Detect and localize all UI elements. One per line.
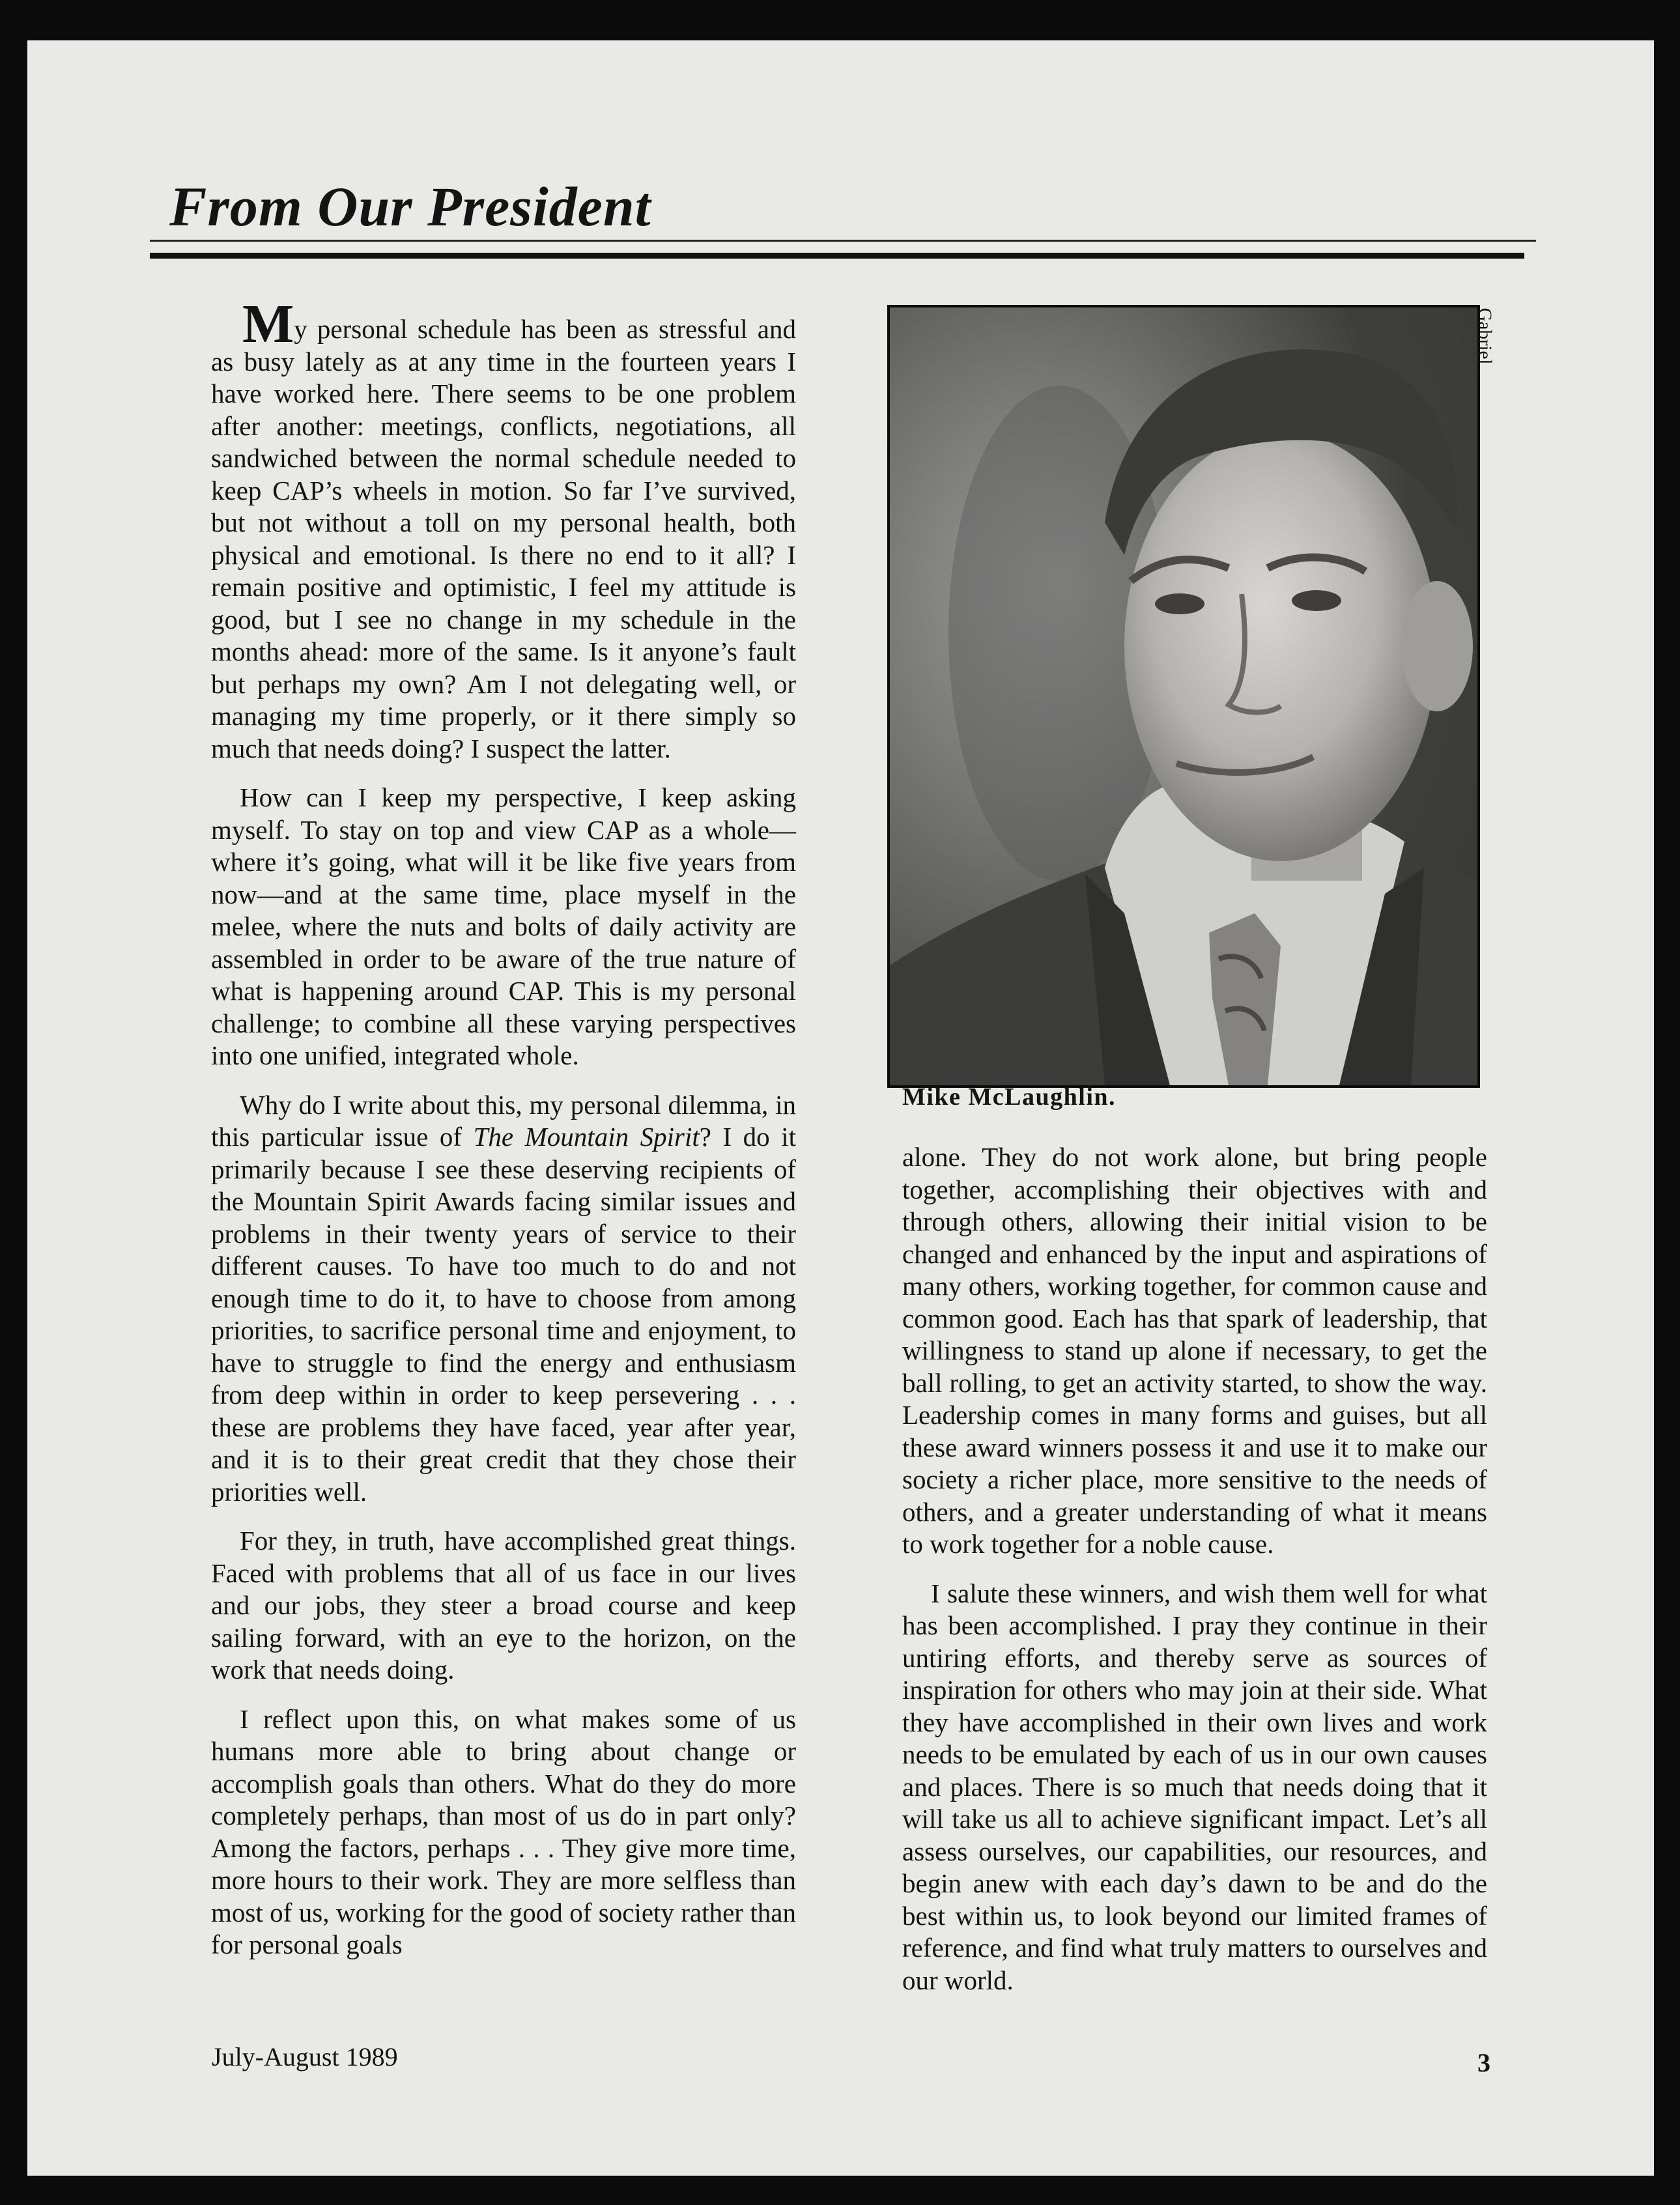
paragraph-6: alone. They do not work alone, but bring people together, accomplishing their objectives with and through others, allowing their initial vision to be changed and enhanced by the input and aspirations of many others, working together, for common cause and common good. Each has that spark of leadership, that willingness to stand up alone if necessary, to get the ball rolling, to get an activity started, to show the way. Leadership comes in many forms and guises, but all these award winners possess it and use it to make our society a richer place, more sensitive to the needs of others, and a greater understanding of what it means to work together for a noble cause. <box>902 1142 1487 1559</box>
paragraph-2: How can I keep my perspective, I keep asking myself. To stay on top and view CAP as a whole—where it’s going, what will it be like five years from now—and at the same time, place myself in the melee, where the nuts and bolts of daily activity are assembled in order to be aware of the true nature of what is happening around CAP. This is my personal challenge; to combine all these varying perspectives into one unified, integrated whole. <box>211 782 796 1070</box>
left-text-column <box>211 294 796 1961</box>
portrait-illustration <box>890 307 1477 1085</box>
photo-credit <box>1472 297 1498 375</box>
photo-caption: Mike McLaughlin. <box>902 1083 1117 1111</box>
photo-credit-text: Gabriel <box>1474 307 1496 365</box>
header-rule-thin <box>150 240 1536 242</box>
page-number: 3 <box>1477 2048 1490 2077</box>
paragraph-7: I salute these winners, and wish them well for what has been accomplished. I pray they continue in their untiring efforts, and thereby serve as sources of inspiration for others who may join at their side. What they have accomplished in their own lives and work needs to be emulated by each of us in our own causes and places. There is so much that needs doing that it will take us all to achieve significant impact. Let’s all assess ourselves, our capabilities, our resources, and begin anew with each day’s dawn to be and do the best within us, to look beyond our limited frames of reference, and find what truly matters to ourselves and our world. <box>902 1578 1487 1995</box>
paragraph-3-end: ? I do it primarily because I see these deserving recipients of the Mountain Spirit Awards facing similar issues and problems in their twenty years of service to their different causes. To have too much to do and not enough time to do it, to have to choose from among priorities, to sacrifice personal time and enjoyment, to have to struggle to find the energy and enthusiasm from deep within in order to keep persevering . . . these are problems they have faced, year after year, and it is to their great credit that they chose their priorities well. <box>211 1122 796 1507</box>
issue-date: July-August 1989 <box>212 2042 398 2071</box>
magazine-title: The Mountain Spirit <box>473 1122 700 1152</box>
paragraph-3 <box>211 1089 796 1509</box>
portrait-photo <box>887 305 1480 1088</box>
paragraph-1-text: y personal schedule has been as stressful and as busy lately as at any time in the fourteen years I have worked here. There seems to be one problem after another: meetings, conflicts, negotiations, all sandwiched between the normal schedule needed to keep CAP’s wheels in motion. So far I’ve survived, but not without a toll on my personal health, both physical and emotional. Is there no end to it all? I remain positive and optimistic, I feel my attitude is good, but I see no change in my schedule in the months ahead: more of the same. Is it anyone’s fault but perhaps my own? Am I not delegating well, or managing my time properly, or it there simply so much that needs doing? I suspect the latter. <box>211 314 796 763</box>
drop-cap: M <box>242 294 294 354</box>
paragraph-5: I reflect upon this, on what makes some of us humans more able to bring about change or accomplish goals than others. What do they do more completely perhaps, than most of us do in part only? Among the factors, perhaps . . . They give more time, more hours to their work. They are more selfless than most of us, working for the good of society rather than for personal goals <box>211 1703 796 1959</box>
paragraph-4: For they, in truth, have accomplished great things. Faced with problems that all of us face in our lives and our jobs, they steer a broad course and keep sailing forward, with an eye to the horizon, on the work that needs doing. <box>211 1526 796 1685</box>
header-rule-thick <box>150 253 1524 259</box>
right-text-column <box>902 1141 1487 1997</box>
section-title: From Our President <box>169 175 651 238</box>
paragraph-1 <box>211 294 796 765</box>
paragraph-3-start: Why do I write about this, my personal dilemma, in this particular issue of <box>211 1089 796 1152</box>
